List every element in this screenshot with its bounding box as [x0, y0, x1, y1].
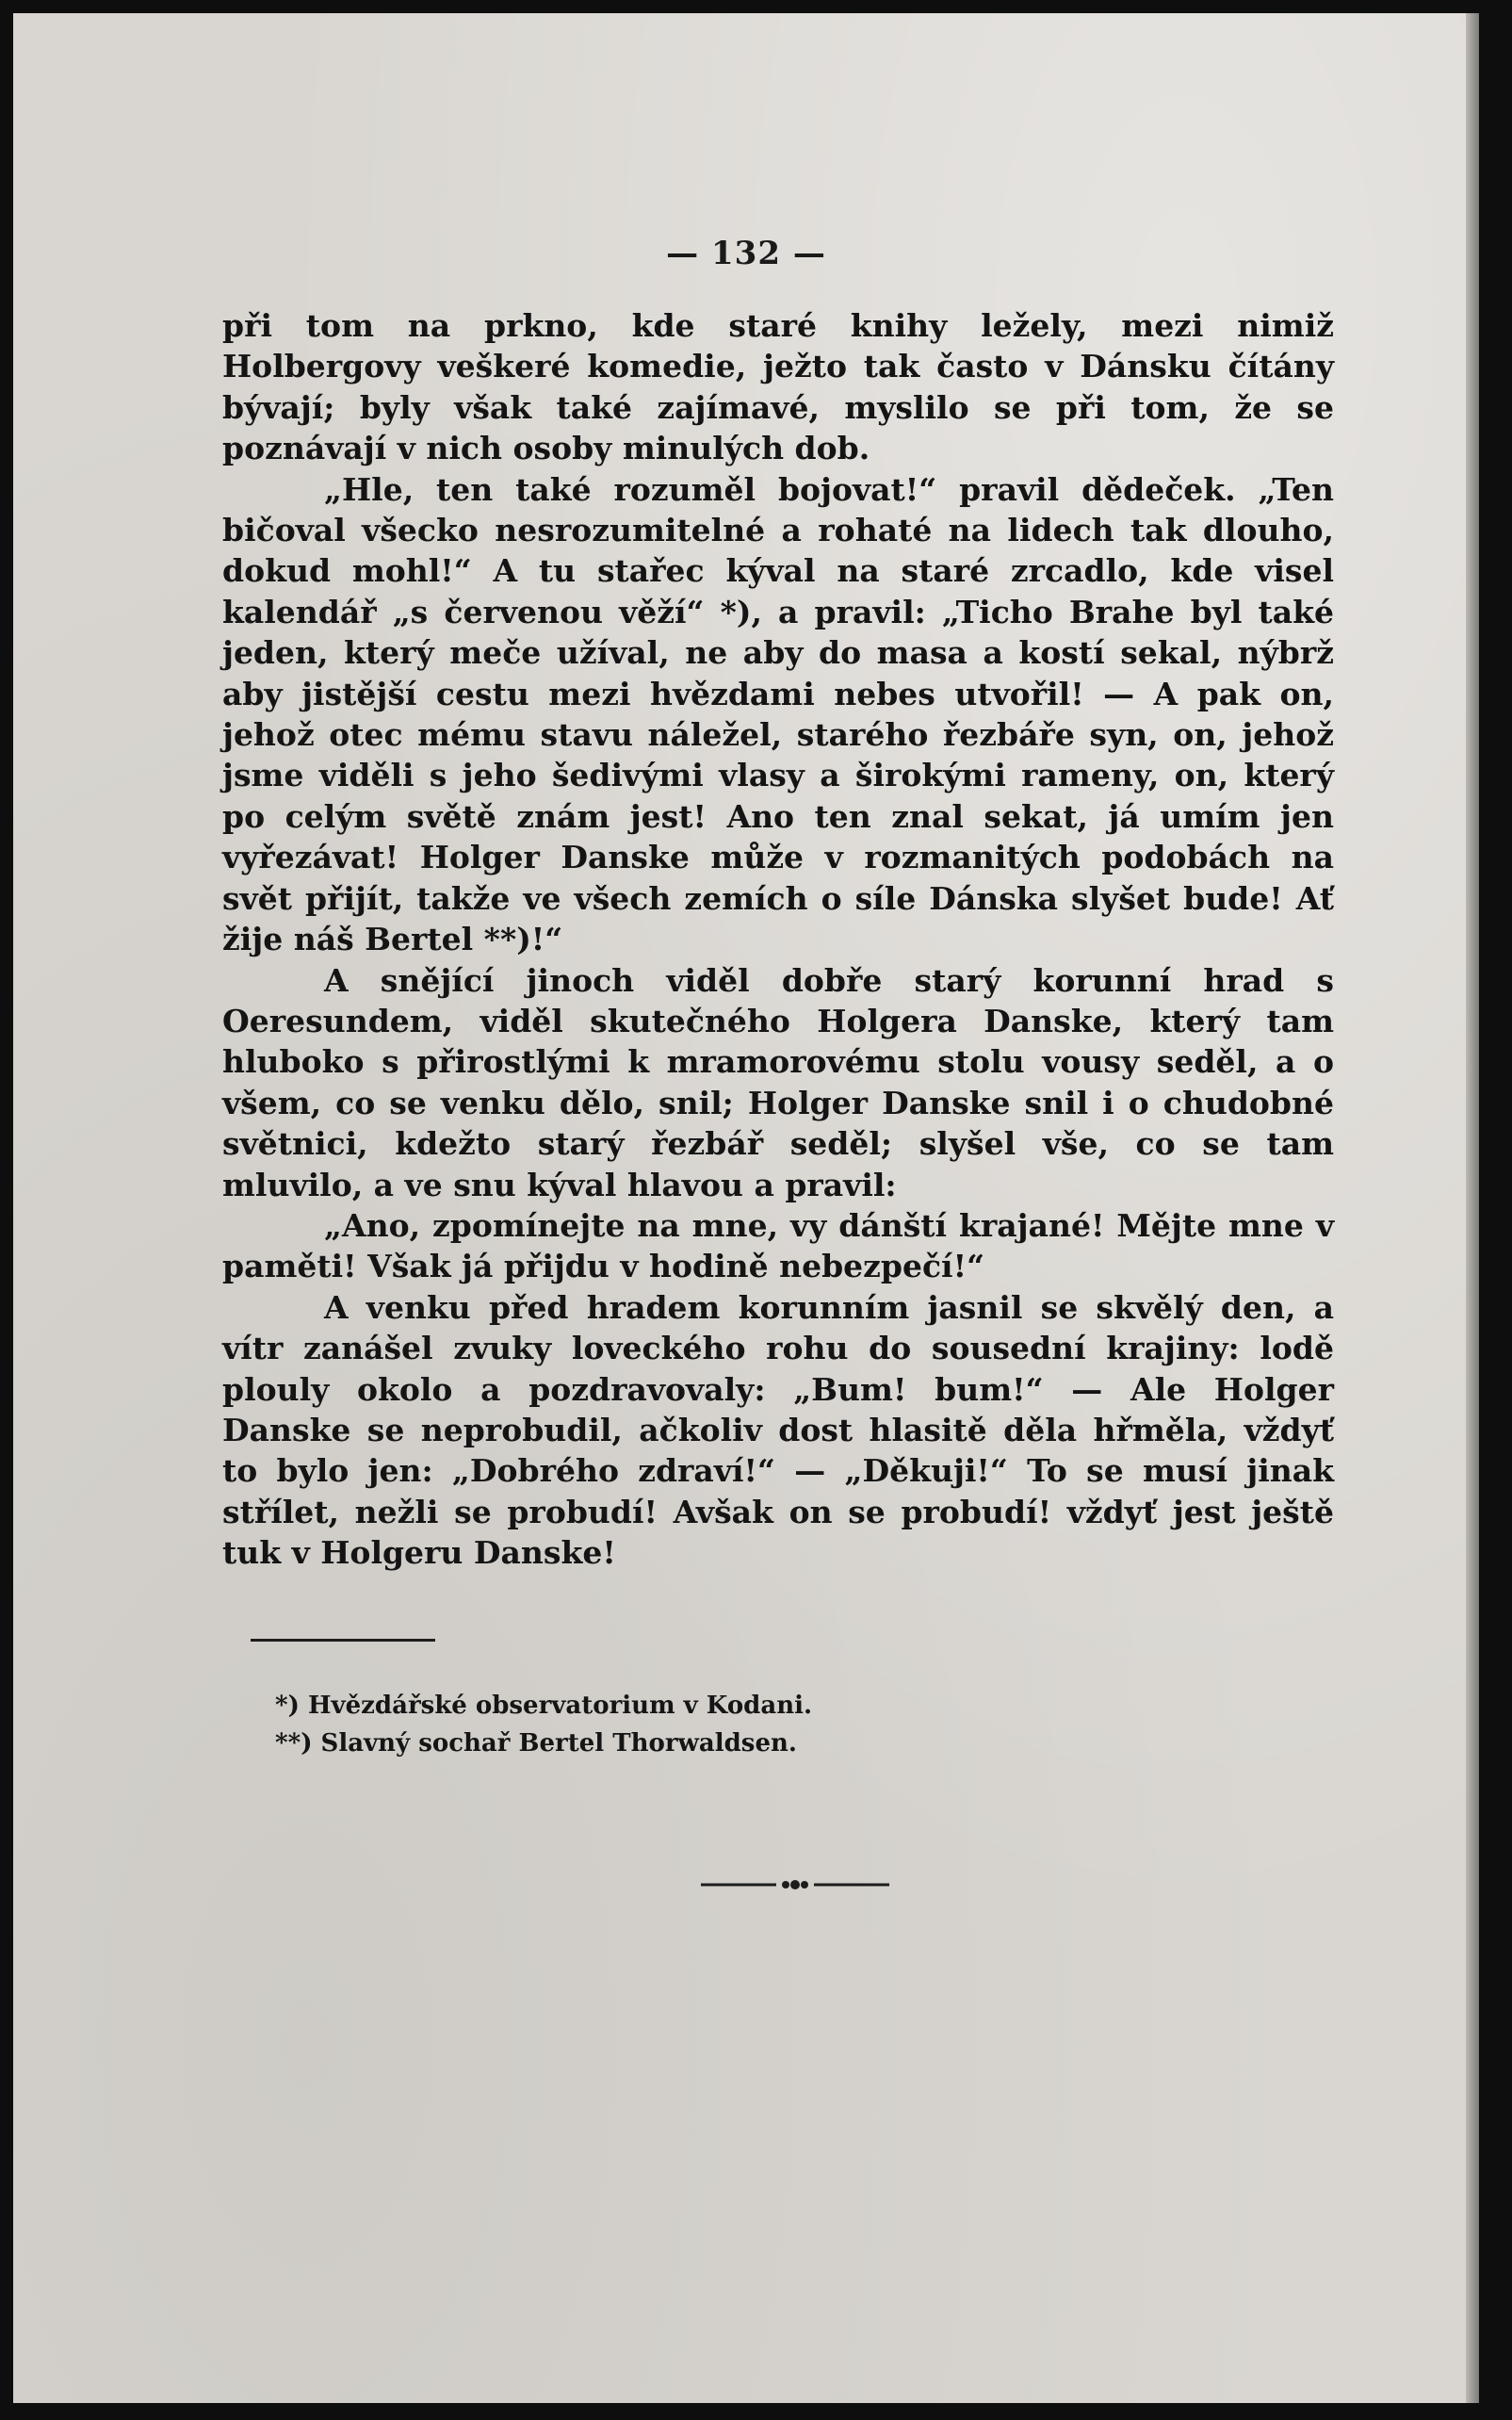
paragraph-holger-quote: „Ano, zpomínejte na mne, vy dánští krajané! Mějte mne v paměti! Však já přijdu v hodině nebezpečí!“ — [222, 1206, 1334, 1285]
paragraph-grandfather-speech: „Hle, ten také rozuměl bojovat!“ pravil dědeček. „Ten bičoval všecko nesrozumitelné a rohaté na lidech tak dlouho, dokud mohl!“ A tu stařec kýval na staré zrcadlo, kde visel kalendář „s červenou věží“ *), a pravil: „Ticho Brahe byl také jeden, který meče užíval, ne aby do masa a kostí sekal, nýbrž aby jistější cestu mezi hvězdami nebes utvořil! — A pak on, jehož otec mému stavu náležel, starého řezbáře syn, on, jehož jsme viděli s jeho šedivými vlasy a širokými rameny, on, který po celým světě znám jest! Ano ten znal sekat, já umím jen vyřezávat! Holger Danske může v rozmanitých podobách na svět přijít, takže ve všech zemích o síle Dánska slyšet bude! Ať žije náš Bertel **)!“ — [222, 470, 1334, 958]
footnotes — [275, 1687, 1311, 1762]
page-number: — 132 — — [666, 235, 826, 272]
footnote-separator — [251, 1639, 435, 1642]
paragraph-continuation: při tom na prkno, kde staré knihy ležely, mezi nimiž Holbergovy veškeré komedie, ježto tak často v Dánsku čítány bývají; byly však také zajímavé, myslilo se při tom, že se poznávají v nich osoby minulých dob. — [222, 307, 1334, 467]
book-page — [13, 13, 1479, 2403]
paragraph-dreaming-youth: A snějící jinoch viděl dobře starý korunní hrad s Oeresundem, viděl skutečného Holgera Danske, který tam hluboko s přirostlými k mramorovému stolu vousy seděl, a o všem, co se venku dělo, snil; Holger Danske snil i o chudobné světnici, kdežto starý řezbář seděl; slyšel vše, co se tam mluvilo, a ve snu kýval hlavou a pravil: — [222, 961, 1334, 1203]
page-gutter-shadow — [1466, 13, 1479, 2403]
footnote-observatory: *) Hvězdářské observatorium v Kodani. — [275, 1692, 813, 1720]
paragraph-castle-morning: A venku před hradem korunním jasnil se skvělý den, a vítr zanášel zvuky loveckého rohu do sousední krajiny: lodě plouly okolo a pozdravovaly: „Bum! bum!“ — Ale Holger Danske se neprobudil, ačkoliv dost hlasitě děla hřměla, vždyť to bylo jen: „Dobrého zdraví!“ — „Děkuji!“ To se musí jinak střílet, nežli se probudí! Avšak on se probudí! vždyť jest ještě tuk v Holgeru Danske! — [222, 1288, 1334, 1572]
footnote-thorwaldsen: **) Slavný sochař Bertel Thorwaldsen. — [275, 1729, 797, 1758]
body-text — [222, 305, 1334, 1574]
chapter-end-ornament — [701, 1875, 889, 1894]
